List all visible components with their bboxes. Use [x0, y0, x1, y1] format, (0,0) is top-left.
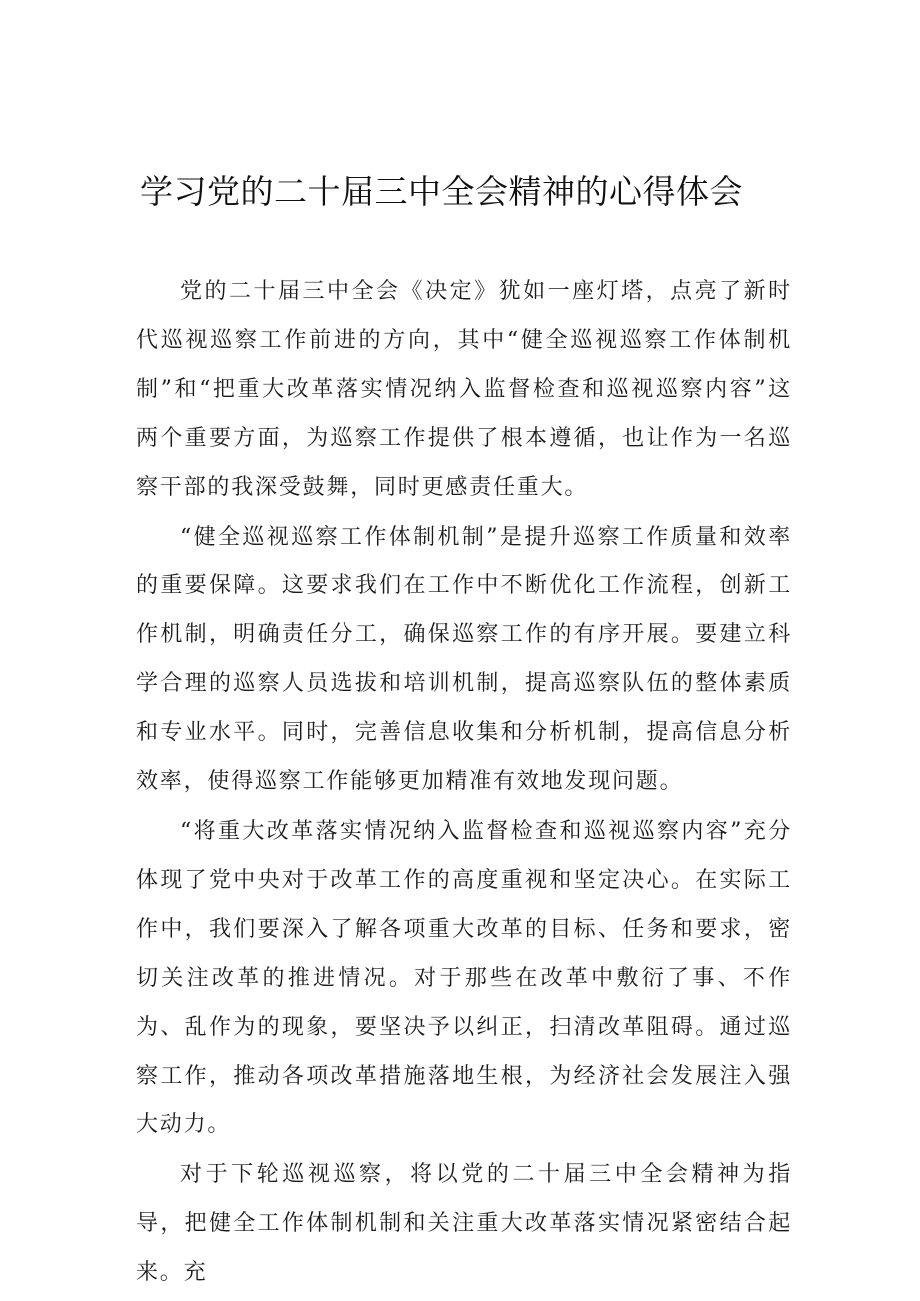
paragraph: 党的二十届三中全会《决定》犹如一座灯塔，点亮了新时代巡视巡察工作前进的方向，其中“健全巡视巡察工作体制机制”和“把重大改革落实情况纳入监督检查和巡视巡察内容”这两个重要方面，为巡察工作提供了根本遵循，也让作为一名巡察干部的我深受鼓舞，同时更感责任重大。	[136, 279, 792, 500]
paragraph: 对于下轮巡视巡察，将以党的二十届三中全会精神为指导，把健全工作体制机制和关注重大改革落实情况紧密结合起来。充	[136, 1162, 792, 1286]
paragraph: “将重大改革落实情况纳入监督检查和巡视巡察内容”充分体现了党中央对于改革工作的高度重视和坚定决心。在实际工作中，我们要深入了解各项重大改革的目标、任务和要求，密切关注改革的推进情况。对于那些在改革中敷衍了事、不作为、乱作为的现象，要坚决予以纠正，扫清改革阻碍。通过巡察工作，推动各项改革措施落地生根，为经济社会发展注入强大动力。	[136, 818, 792, 1138]
paragraph: “健全巡视巡察工作体制机制”是提升巡察工作质量和效率的重要保障。这要求我们在工作中不断优化工作流程，创新工作机制，明确责任分工，确保巡察工作的有序开展。要建立科学合理的巡察人员选拔和培训机制，提高巡察队伍的整体素质和专业水平。同时，完善信息收集和分析机制，提高信息分析效率，使得巡察工作能够更加精准有效地发现问题。	[136, 524, 792, 795]
document-body	[136, 268, 792, 1299]
document-title: 学习党的二十届三中全会精神的心得体会	[140, 172, 743, 211]
